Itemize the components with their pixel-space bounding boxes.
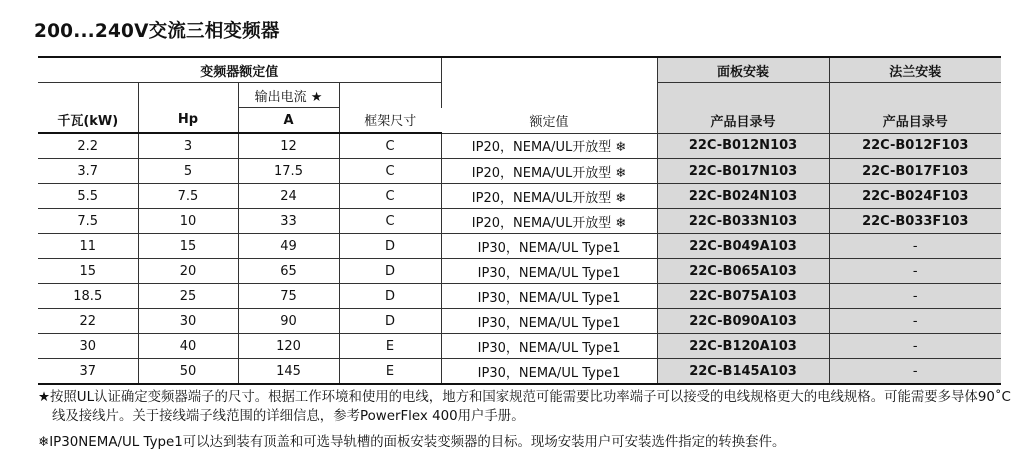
- rated-group-header: 变频器额定值: [38, 57, 441, 83]
- kw-header-spacer: [38, 83, 138, 108]
- table-row: [38, 133, 1001, 159]
- hp-cell: 30: [138, 309, 238, 334]
- amp-cell: 90: [238, 309, 339, 334]
- amp-cell: 75: [238, 284, 339, 309]
- flange-mount-header: 法兰安装: [829, 57, 1001, 83]
- rating-cell: IP20，NEMA/UL开放型 ❄: [441, 133, 657, 159]
- footnote-star: ★按照UL认证确定变频器端子的尺寸。根据工作环境和使用的电线，地方和国家规范可能需要比功率端子可以接受的电线规格更大的电线规格。可能需要多导体90˚C 线及接线片。关于接线端子线范围的详细信息，参考PowerFlex 400用户手册。: [38, 390, 1011, 424]
- hp-cell: 10: [138, 209, 238, 234]
- flange-catalog-cell: -: [829, 259, 1001, 284]
- flange-catalog-cell: 22C-B012F103: [829, 133, 1001, 159]
- rating-cell: IP20，NEMA/UL开放型 ❄: [441, 209, 657, 234]
- kw-cell: 37: [38, 359, 138, 385]
- rating-cell: IP20，NEMA/UL开放型 ❄: [441, 159, 657, 184]
- panel-catalog-cell: 22C-B075A103: [657, 284, 829, 309]
- frame-header-spacer: [339, 83, 441, 108]
- hp-header: Hp: [138, 108, 238, 134]
- rating-cell: IP30，NEMA/UL Type1: [441, 259, 657, 284]
- hp-cell: 5: [138, 159, 238, 184]
- frame-cell: C: [339, 209, 441, 234]
- kw-cell: 18.5: [38, 284, 138, 309]
- kw-cell: 30: [38, 334, 138, 359]
- hp-header-spacer: [138, 83, 238, 108]
- frame-cell: C: [339, 159, 441, 184]
- frame-cell: D: [339, 259, 441, 284]
- frame-cell: D: [339, 309, 441, 334]
- frame-cell: E: [339, 334, 441, 359]
- frame-header: 框架尺寸: [339, 108, 441, 134]
- kw-cell: 7.5: [38, 209, 138, 234]
- rating-cell: IP20，NEMA/UL开放型 ❄: [441, 184, 657, 209]
- amp-cell: 12: [238, 133, 339, 159]
- footnotes: [38, 388, 1013, 452]
- flange-catalog-cell: 22C-B024F103: [829, 184, 1001, 209]
- hp-cell: 40: [138, 334, 238, 359]
- table-row: [38, 359, 1001, 385]
- frame-cell: E: [339, 359, 441, 385]
- drive-ratings-table: [38, 56, 1001, 385]
- panel-mount-header: 面板安装: [657, 57, 829, 83]
- rating-cell: IP30，NEMA/UL Type1: [441, 234, 657, 259]
- table-row: [38, 184, 1001, 209]
- hp-cell: 25: [138, 284, 238, 309]
- amp-cell: 24: [238, 184, 339, 209]
- rating-cell: IP30，NEMA/UL Type1: [441, 284, 657, 309]
- page-title: 200...240V交流三相变频器: [34, 21, 280, 42]
- amp-cell: 33: [238, 209, 339, 234]
- frame-cell: D: [339, 234, 441, 259]
- panel-catalog-cell: 22C-B065A103: [657, 259, 829, 284]
- kw-cell: 11: [38, 234, 138, 259]
- frame-cell: D: [339, 284, 441, 309]
- table-row: [38, 209, 1001, 234]
- rating-cell: IP30，NEMA/UL Type1: [441, 359, 657, 385]
- flange-catalog-cell: -: [829, 284, 1001, 309]
- footnote-snowflake: ❄IP30NEMA/UL Type1可以达到装有顶盖和可选导轨槽的面板安装变频器的目标。现场安装用户可安装选件指定的转换套件。: [38, 435, 786, 450]
- amp-cell: 120: [238, 334, 339, 359]
- panel-catalog-cell: 22C-B049A103: [657, 234, 829, 259]
- rating-header: 额定值: [441, 57, 657, 133]
- hp-cell: 3: [138, 133, 238, 159]
- flange-catalog-cell: -: [829, 234, 1001, 259]
- output-current-header: 输出电流 ★: [238, 83, 339, 108]
- table-row: [38, 309, 1001, 334]
- flange-catalog-cell: -: [829, 309, 1001, 334]
- panel-catalog-cell: 22C-B145A103: [657, 359, 829, 385]
- amp-cell: 17.5: [238, 159, 339, 184]
- flange-catalog-cell: -: [829, 359, 1001, 385]
- panel-catalog-cell: 22C-B024N103: [657, 184, 829, 209]
- kw-cell: 15: [38, 259, 138, 284]
- hp-cell: 50: [138, 359, 238, 385]
- panel-catalog-cell: 22C-B120A103: [657, 334, 829, 359]
- hp-cell: 7.5: [138, 184, 238, 209]
- kw-cell: 3.7: [38, 159, 138, 184]
- kw-cell: 5.5: [38, 184, 138, 209]
- amp-cell: 65: [238, 259, 339, 284]
- panel-catalog-cell: 22C-B033N103: [657, 209, 829, 234]
- amp-cell: 49: [238, 234, 339, 259]
- table-row: [38, 259, 1001, 284]
- table-row: [38, 159, 1001, 184]
- table-row: [38, 234, 1001, 259]
- flange-catalog-cell: 22C-B017F103: [829, 159, 1001, 184]
- kw-header: 千瓦(kW): [38, 108, 138, 134]
- amp-header: A: [238, 108, 339, 134]
- panel-catalog-cell: 22C-B012N103: [657, 133, 829, 159]
- catalog-flange-header: 产品目录号: [829, 83, 1001, 134]
- panel-catalog-cell: 22C-B017N103: [657, 159, 829, 184]
- hp-cell: 20: [138, 259, 238, 284]
- table-row: [38, 334, 1001, 359]
- frame-cell: C: [339, 184, 441, 209]
- header-row-1: [38, 57, 1001, 83]
- catalog-panel-header: 产品目录号: [657, 83, 829, 134]
- rating-cell: IP30，NEMA/UL Type1: [441, 334, 657, 359]
- flange-catalog-cell: 22C-B033F103: [829, 209, 1001, 234]
- hp-cell: 15: [138, 234, 238, 259]
- amp-cell: 145: [238, 359, 339, 385]
- panel-catalog-cell: 22C-B090A103: [657, 309, 829, 334]
- flange-catalog-cell: -: [829, 334, 1001, 359]
- rating-cell: IP30，NEMA/UL Type1: [441, 309, 657, 334]
- frame-cell: C: [339, 133, 441, 159]
- table-row: [38, 284, 1001, 309]
- kw-cell: 2.2: [38, 133, 138, 159]
- kw-cell: 22: [38, 309, 138, 334]
